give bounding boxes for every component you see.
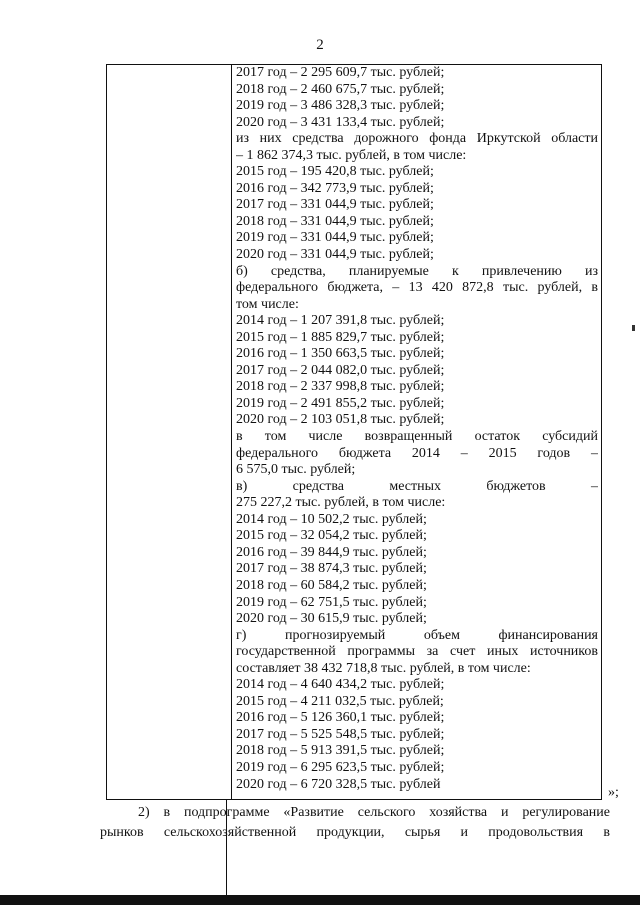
table-text-line: федерального бюджета, – 13 420 872,8 тыс. рублей, в	[236, 280, 598, 296]
table-text-line: из них средства дорожного фонда Иркутской области	[236, 131, 598, 147]
table-text-line: 2019 год – 331 044,9 тыс. рублей;	[236, 230, 434, 246]
table-text-line: 2017 год – 2 044 082,0 тыс. рублей;	[236, 362, 445, 378]
table-text-line: 2016 год – 342 773,9 тыс. рублей;	[236, 180, 434, 196]
table-text-line: в том числе возвращенный остаток субсидий	[236, 429, 598, 445]
table-text-line: 275 227,2 тыс. рублей, в том числе:	[236, 495, 446, 511]
table-text-line: 2018 год – 2 337 998,8 тыс. рублей;	[236, 379, 445, 395]
closing-quote-mark: »;	[608, 785, 619, 800]
table-text-line: государственной программы за счет иных источников	[236, 644, 598, 660]
paragraph-line: рынков сельскохозяйственной продукции, сырья и продовольствия в	[100, 825, 610, 840]
scan-artifact-dot	[632, 325, 635, 331]
amendment-paragraph	[100, 803, 610, 843]
table-text-line: б) средства, планируемые к привлечению из	[236, 263, 598, 279]
table-text-line: 2018 год – 5 913 391,5 тыс. рублей;	[236, 743, 445, 759]
table-text-line: 2018 год – 2 460 675,7 тыс. рублей;	[236, 81, 445, 97]
table-text-line: том числе:	[236, 296, 299, 312]
table-text-line: г) прогнозируемый объем финансирования	[236, 627, 598, 643]
table-text-line: 2014 год – 10 502,2 тыс. рублей;	[236, 511, 427, 527]
table-text-line: 2019 год – 3 486 328,3 тыс. рублей;	[236, 98, 445, 114]
table-text-line: 2015 год – 4 211 032,5 тыс. рублей;	[236, 693, 444, 709]
paragraph-line: 2) в подпрограмме «Развитие сельского хозяйства и регулирование	[138, 805, 610, 820]
table-text-line: 2019 год – 62 751,5 тыс. рублей;	[236, 594, 427, 610]
table-text-line: 2019 год – 2 491 855,2 тыс. рублей;	[236, 395, 445, 411]
table-text-line: 2020 год – 331 044,9 тыс. рублей;	[236, 247, 434, 263]
table-text-line: 2020 год – 6 720 328,5 тыс. рублей	[236, 776, 441, 792]
table-text-line: 2018 год – 60 584,2 тыс. рублей;	[236, 577, 427, 593]
table-text-line: составляет 38 432 718,8 тыс. рублей, в том числе:	[236, 660, 531, 676]
scan-bottom-bar	[0, 895, 640, 905]
table-text-line: 2016 год – 39 844,9 тыс. рублей;	[236, 544, 427, 560]
table-text-line: 2020 год – 3 431 133,4 тыс. рублей;	[236, 114, 445, 130]
table-text-line: 2015 год – 1 885 829,7 тыс. рублей;	[236, 329, 445, 345]
table-text-line: 2016 год – 1 350 663,5 тыс. рублей;	[236, 346, 445, 362]
table-text-line: 2017 год – 38 874,3 тыс. рублей;	[236, 561, 427, 577]
table-text-line: 6 575,0 тыс. рублей;	[236, 462, 356, 478]
table-column-divider	[231, 64, 232, 800]
table-text-line: – 1 862 374,3 тыс. рублей, в том числе:	[236, 147, 467, 163]
table-text-line: федерального бюджета 2014 – 2015 годов –	[236, 445, 598, 461]
scan-artifact-line	[226, 800, 227, 905]
page-number: 2	[316, 37, 324, 53]
financing-table-content	[236, 65, 598, 793]
table-text-line: 2020 год – 2 103 051,8 тыс. рублей;	[236, 412, 445, 428]
table-text-line: 2015 год – 32 054,2 тыс. рублей;	[236, 528, 427, 544]
table-text-line: 2018 год – 331 044,9 тыс. рублей;	[236, 213, 434, 229]
table-text-line: в) средства местных бюджетов –	[236, 478, 598, 494]
table-text-line: 2015 год – 195 420,8 тыс. рублей;	[236, 164, 434, 180]
table-text-line: 2017 год – 2 295 609,7 тыс. рублей;	[236, 65, 445, 80]
table-text-line: 2016 год – 5 126 360,1 тыс. рублей;	[236, 710, 445, 726]
table-text-line: 2014 год – 4 640 434,2 тыс. рублей;	[236, 677, 445, 693]
table-text-line: 2019 год – 6 295 623,5 тыс. рублей;	[236, 759, 445, 775]
table-text-line: 2014 год – 1 207 391,8 тыс. рублей;	[236, 313, 445, 329]
table-text-line: 2017 год – 5 525 548,5 тыс. рублей;	[236, 726, 445, 742]
table-text-line: 2017 год – 331 044,9 тыс. рублей;	[236, 197, 434, 213]
table-text-line: 2020 год – 30 615,9 тыс. рублей;	[236, 611, 427, 627]
